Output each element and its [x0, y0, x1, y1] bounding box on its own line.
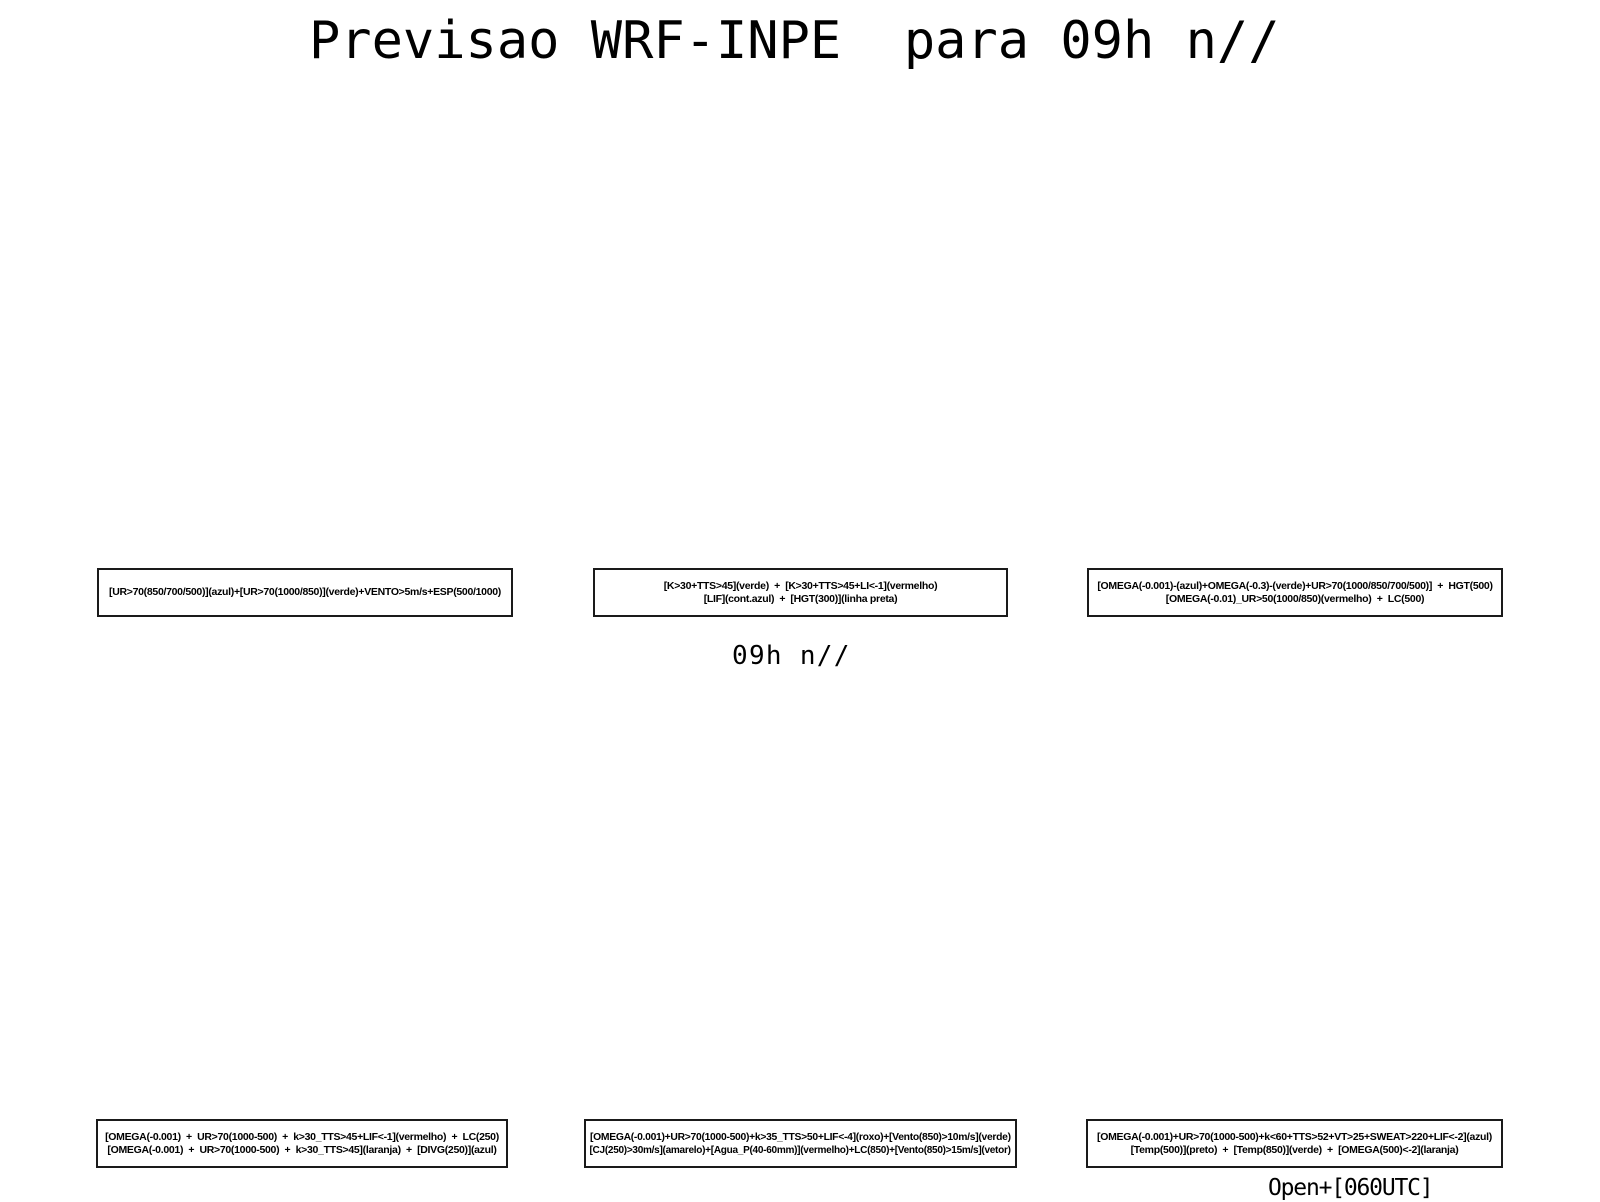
legend-text-line: [OMEGA(-0.001) + UR>70(1000-500) + k>30_TTS>45](laranja) + [DIVG(250)](azul)	[107, 1143, 497, 1156]
legend-box-top-right	[1087, 568, 1503, 617]
legend-text-line: [K>30+TTS>45](verde) + [K>30+TTS>45+LI<-1](vermelho)	[663, 579, 938, 592]
legend-text-line: [UR>70(850/700/500)](azul)+[UR>70(1000/850)](verde)+VENTO>5m/s+ESP(500/1000)	[109, 586, 501, 598]
legend-text-line: [CJ(250)>30m/s](amarelo)+[Agua_P(40-60mm)](vermelho)+LC(850)+[Vento(850)>15m/s](vetor)	[589, 1143, 1012, 1156]
legend-text-line: [OMEGA(-0.001)-(azul)+OMEGA(-0.3)-(verde)+UR>70(1000/850/700/500)] + HGT(500)	[1097, 579, 1493, 592]
legend-text-line: [Temp(500)](preto) + [Temp(850)](verde) + [OMEGA(500)<-2](laranja)	[1130, 1143, 1459, 1156]
legend-box-bottom-center	[584, 1119, 1017, 1168]
footer-cycle-label: Open+[060UTC]	[1268, 1175, 1433, 1201]
legend-text-line: [OMEGA(-0.001) + UR>70(1000-500) + k>30_TTS>45+LIF<-1](vermelho) + LC(250)	[105, 1130, 499, 1143]
page-title: Previsao WRF-INPE para 09h n//	[309, 11, 1280, 71]
legend-box-bottom-right	[1086, 1119, 1503, 1168]
legend-box-bottom-left	[96, 1119, 508, 1168]
legend-text-line: [LIF](cont.azul) + [HGT(300)](linha preta)	[703, 592, 898, 605]
legend-text-line: [OMEGA(-0.01)_UR>50(1000/850)(vermelho) + LC(500)	[1165, 592, 1425, 605]
legend-box-top-center	[593, 568, 1008, 617]
legend-box-top-left	[97, 568, 513, 617]
legend-text-line: [OMEGA(-0.001)+UR>70(1000-500)+k<60+TTS>52+VT>25+SWEAT>220+LIF<-2](azul)	[1097, 1130, 1492, 1143]
legend-text-line: [OMEGA(-0.001)+UR>70(1000-500)+k>35_TTS>50+LIF<-4](roxo)+[Vento(850)>10m/s](verde)	[590, 1130, 1011, 1143]
forecast-hour-label: 09h n//	[732, 641, 851, 671]
